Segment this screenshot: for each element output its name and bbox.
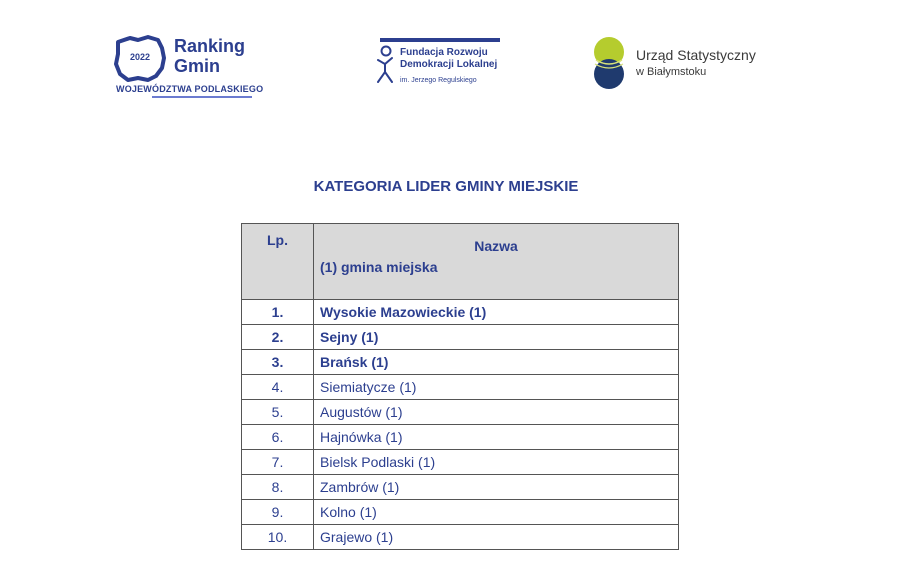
urzad-circle-icon (590, 36, 628, 92)
row-lp: 7. (242, 450, 314, 475)
fundacja-name (400, 47, 530, 71)
row-name: Hajnówka (1) (314, 425, 679, 450)
row-name: Zambrów (1) (314, 475, 679, 500)
urzad-subtitle: w Białymstoku (636, 66, 707, 78)
table-row (242, 375, 679, 400)
row-name: Grajewo (1) (314, 525, 679, 550)
table-row (242, 350, 679, 375)
fundacja-name-line2: Demokracji Lokalnej (400, 59, 498, 70)
row-lp: 5. (242, 400, 314, 425)
table-row (242, 525, 679, 550)
table-header-row (242, 224, 679, 300)
table-row (242, 300, 679, 325)
row-name: Brańsk (1) (314, 350, 679, 375)
row-name: Kolno (1) (314, 500, 679, 525)
urzad-statystyczny-logo (590, 36, 790, 94)
header-lp: Lp. (242, 224, 314, 300)
row-name: Bielsk Podlaski (1) (314, 450, 679, 475)
table-row (242, 400, 679, 425)
fundacja-bar (380, 38, 500, 42)
fundacja-name-line1: Fundacja Rozwoju (400, 47, 488, 58)
row-name: Augustów (1) (314, 400, 679, 425)
row-lp: 9. (242, 500, 314, 525)
table-row (242, 500, 679, 525)
table-row (242, 425, 679, 450)
ranking-year: 2022 (129, 52, 151, 62)
table-row (242, 325, 679, 350)
row-lp: 1. (242, 300, 314, 325)
fundacja-logo (374, 38, 524, 90)
ranking-table (241, 223, 679, 550)
ranking-gmin-logo (112, 34, 282, 100)
row-lp: 4. (242, 375, 314, 400)
row-name: Wysokie Mazowieckie (1) (314, 300, 679, 325)
header-name-subtitle: (1) gmina miejska (320, 259, 438, 275)
row-lp: 2. (242, 325, 314, 350)
ranking-title-line1: Ranking (174, 36, 246, 56)
fundacja-subtitle: im. Jerzego Regulskiego (400, 77, 477, 84)
ranking-title-line2: Gmin (174, 56, 221, 76)
row-lp: 3. (242, 350, 314, 375)
table-body (242, 300, 679, 550)
ranking-subtitle: WOJEWÓDZTWA PODLASKIEGO (116, 84, 264, 94)
row-name: Sejny (1) (314, 325, 679, 350)
page-title: KATEGORIA LIDER GMINY MIEJSKIE (313, 178, 579, 195)
ranking-underline (152, 96, 252, 98)
table-row (242, 475, 679, 500)
row-name: Siemiatycze (1) (314, 375, 679, 400)
header-name (314, 224, 679, 300)
ranking-title (174, 36, 284, 76)
person-figure-icon (374, 44, 396, 86)
row-lp: 8. (242, 475, 314, 500)
header-name-title: Nazwa (474, 238, 518, 254)
row-lp: 6. (242, 425, 314, 450)
row-lp: 10. (242, 525, 314, 550)
urzad-title: Urząd Statystyczny (636, 47, 756, 63)
table-row (242, 450, 679, 475)
